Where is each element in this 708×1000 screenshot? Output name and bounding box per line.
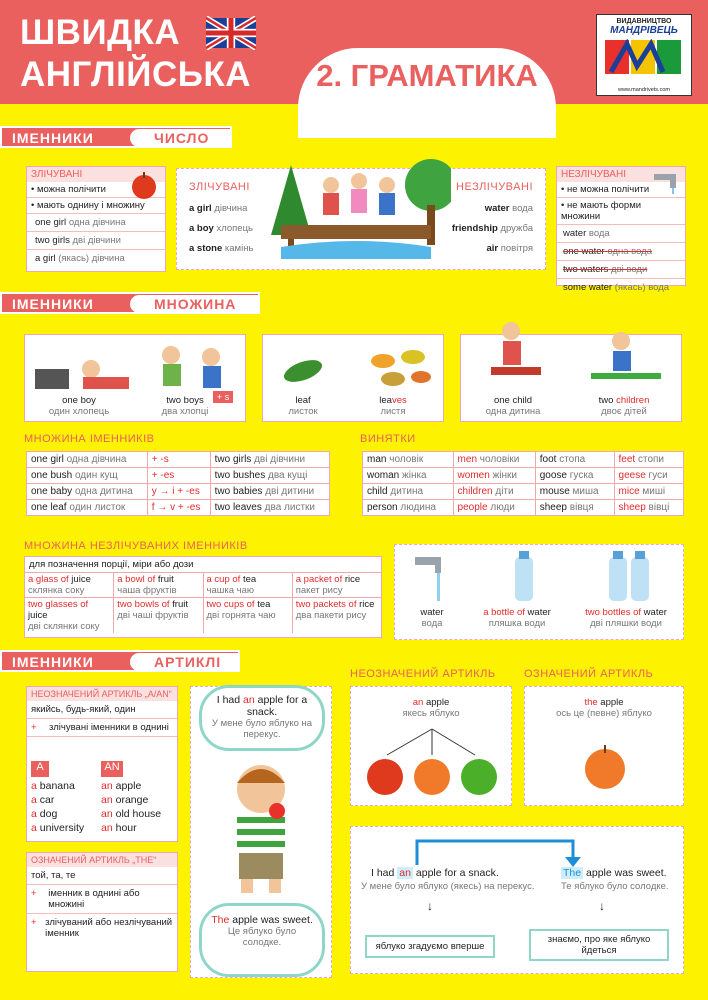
- down-arrow-icon: ↓: [599, 899, 605, 913]
- article-example: an hour: [101, 822, 137, 834]
- singular-cell: one girl одна дівчина: [27, 452, 148, 468]
- article-example: a dog: [31, 808, 58, 820]
- exceptions-title: ВИНЯТКИ: [360, 433, 416, 445]
- definite-pictures-title: ОЗНАЧЕНИЙ АРТИКЛЬ: [524, 668, 654, 680]
- section-bar-number: ІМЕННИКИ ЧИСЛО: [0, 126, 232, 148]
- rule-cell: + -es: [147, 468, 210, 484]
- exception-cell: children діти: [453, 484, 535, 500]
- uncount-plural-title: МНОЖИНА НЕЗЛІЧУВАНИХ ІМЕННИКІВ: [24, 540, 248, 552]
- exception-cell: man чоловік: [363, 452, 454, 468]
- exceptions-table: [362, 451, 684, 516]
- exception-row: [363, 452, 684, 468]
- leaves-picture-box: leaf листок leaves листя: [262, 334, 444, 422]
- water-picture-box: water вода a bottle of water пляшка води two bottles of water дві пляшки води: [394, 544, 684, 640]
- rule-cell: y → i + -es: [147, 484, 210, 500]
- plural-row: [27, 468, 330, 484]
- a-badge: A: [31, 761, 49, 777]
- article-example: a university: [31, 822, 85, 834]
- exception-cell: goose гуска: [535, 468, 614, 484]
- boys-illustration: [31, 339, 241, 395]
- uncountable-box: НЕЗЛІЧУВАНІ • не можна полічити • не мають форми множини water вода one water одна вода two waters дві води some water (якась) вода: [556, 166, 686, 286]
- countable-uncountable-scene: ЗЛІЧУВАНІ a girl дівчина a boy хлопець a stone камінь НЕЗЛІЧУВАНІ water вода friendship дружба air повітря: [176, 168, 546, 270]
- singular-cell: one baby одна дитина: [27, 484, 148, 500]
- boys-picture-box: one boy один хлопець two boys два хлопці + s: [24, 334, 246, 422]
- exception-cell: mouse миша: [535, 484, 614, 500]
- plural-row: [27, 484, 330, 500]
- an-word-list: [101, 779, 161, 835]
- exception-row: [363, 468, 684, 484]
- rule-cell: f → v + -es: [147, 500, 210, 516]
- exception-row: [363, 500, 684, 516]
- exception-cell: person людина: [363, 500, 454, 516]
- rule-cell: + -s: [147, 452, 210, 468]
- down-arrow-icon: ↓: [427, 899, 433, 913]
- logo-mark-icon: [597, 36, 691, 78]
- exception-cell: woman жінка: [363, 468, 454, 484]
- tap-icon: [650, 168, 682, 196]
- children-picture-box: one child одна дитина two children двоє дітей: [460, 334, 682, 422]
- plural-row: [27, 452, 330, 468]
- speech-bubble-bottom: The apple was sweet. Це яблуко було солодке.: [199, 903, 325, 977]
- an-badge: AN: [101, 761, 123, 777]
- apple-icon: [128, 170, 160, 200]
- first-mention-box: яблуко згадуємо вперше: [365, 935, 495, 958]
- exception-cell: people люди: [453, 500, 535, 516]
- boy-eating-apple-illustration: [211, 759, 311, 897]
- leaves-illustration: [273, 339, 437, 391]
- singular-cell: one leaf один листок: [27, 500, 148, 516]
- article-example: an orange: [101, 794, 149, 806]
- publisher-logo: ВИДАВНИЦТВО МАНДРІВЕЦЬ www.mandrivets.com: [596, 14, 692, 96]
- exception-cell: feet стопи: [614, 452, 683, 468]
- definite-apple-box: the apple ось це (певне) яблуко: [524, 686, 684, 806]
- kids-on-bridge-illustration: [261, 155, 451, 267]
- exception-row: [363, 484, 684, 500]
- article-example: a banana: [31, 780, 75, 792]
- exception-cell: child дитина: [363, 484, 454, 500]
- exception-cell: sheep вівці: [614, 500, 683, 516]
- boy-with-apple-box: [190, 686, 332, 978]
- plural-cell: two bushes два кущі: [210, 468, 329, 484]
- indefinite-pictures-title: НЕОЗНАЧЕНИЙ АРТИКЛЬ: [350, 668, 496, 680]
- exception-cell: sheep вівця: [535, 500, 614, 516]
- definite-article-box: ОЗНАЧЕНИЙ АРТИКЛЬ „THE“ той, та, те + іменник в однині або множині + злічуваний або незлічуваний іменник: [26, 852, 178, 972]
- children-illustration: [471, 311, 671, 393]
- uncount-plural-box: для позначення порції, міри або дози a glass of juice склянка соку a bowl of fruit чаша фруктів a cup of tea чашка чаю a packet of rice пакет рису two glasses of juice дві склянки соку two bowls of fruit дві чаші фруктів two cups of tea дві горнята чаю two packets of rice два пакети рису: [24, 556, 382, 638]
- section-bar-plural: ІМЕННИКИ МНОЖИНА: [0, 292, 260, 314]
- indefinite-apples-box: an apple якесь яблуко: [350, 686, 512, 806]
- singular-cell: one bush один кущ: [27, 468, 148, 484]
- plural-cell: two leaves два листки: [210, 500, 329, 516]
- page-subtitle: 2. ГРАМАТИКА: [316, 58, 538, 93]
- article-sentences-box: I had an apple for a snack. У мене було яблуко (якесь) на перекус. The apple was sweet. Те яблуко було солодке. ↓ ↓ яблуко згадуємо вперше знаємо, про яке яблуко йдеться: [350, 826, 684, 974]
- plural-cell: two babies дві дитини: [210, 484, 329, 500]
- article-example: an old house: [101, 808, 162, 820]
- uk-flag-icon: [206, 16, 256, 50]
- exception-cell: women жінки: [453, 468, 535, 484]
- known-apple-box: знаємо, про яке яблуко йдеться: [529, 929, 669, 961]
- three-apples-illustration: [357, 727, 507, 801]
- exception-cell: foot стопа: [535, 452, 614, 468]
- article-example: an apple: [101, 780, 142, 792]
- speech-bubble-top: I had an apple for a snack. У мене було яблуко на перекус.: [199, 685, 325, 751]
- plural-table: [26, 451, 330, 516]
- exception-cell: geese гуси: [614, 468, 683, 484]
- plural-row: [27, 500, 330, 516]
- exception-cell: mice миші: [614, 484, 683, 500]
- plus-s-badge: + s: [213, 391, 233, 403]
- section-bar-articles: ІМЕННИКИ АРТИКЛІ: [0, 650, 240, 672]
- water-bottles-illustration: [405, 547, 675, 603]
- indefinite-article-box: НЕОЗНАЧЕНИЙ АРТИКЛЬ „A/AN“ якийсь, будь-який, один + злічувані іменники в однині A AN a banana a car a dog a university an apple an orange an old house an hour: [26, 686, 178, 842]
- article-example: a car: [31, 794, 55, 806]
- plural-table-title: МНОЖИНА ІМЕННИКІВ: [24, 433, 155, 445]
- plural-cell: two girls дві дівчини: [210, 452, 329, 468]
- exception-cell: men чоловіки: [453, 452, 535, 468]
- page-title: ШВИДКА АНГЛІЙСЬКА: [20, 13, 252, 94]
- single-apple-illustration: [575, 737, 635, 797]
- countable-box: ЗЛІЧУВАНІ • можна полічити • мають однину і множину one girl одна дівчина two girls дві дівчини a girl (якась) дівчина: [26, 166, 166, 272]
- reference-arrow: [413, 837, 585, 867]
- a-word-list: [31, 779, 84, 835]
